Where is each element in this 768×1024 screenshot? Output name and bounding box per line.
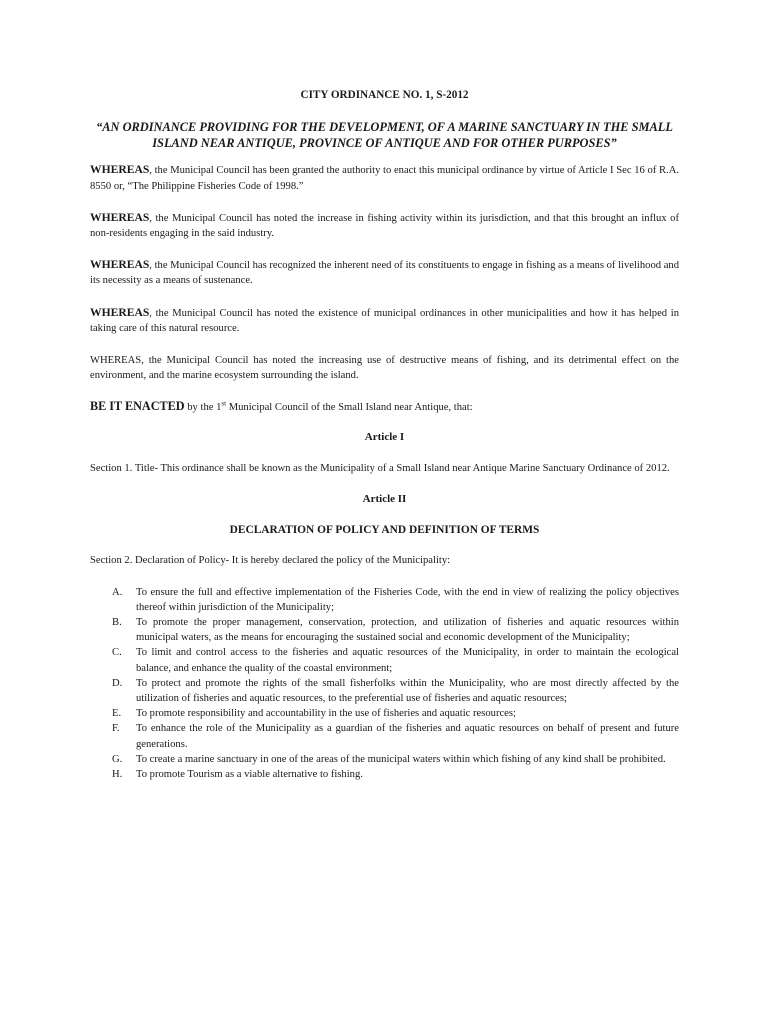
whereas-lead: WHEREAS [90,163,150,177]
list-item [112,721,679,751]
list-item-text: To limit and control access to the fisheries and aquatic resources of the Municipality, in order to maintain the ecological balance, and enhance the quality of the coastal environment; [136,647,679,674]
list-item [112,706,679,721]
list-item-text: To promote the proper management, conservation, protection, and utilization of fisheries and aquatic resources within municipal waters, as the means for encouraging the sustained social and economic development of the Municipality; [136,617,679,644]
list-item [112,585,679,615]
ordinance-title: CITY ORDINANCE NO. 1, S-2012 [300,89,469,101]
list-marker: C. [112,647,122,659]
whereas-clause-3 [90,257,679,288]
whereas-lead: WHEREAS [90,258,150,272]
whereas-clause-1 [90,162,679,193]
list-item-text: To enhance the role of the Municipality as a guardian of the fisheries and aquatic resources on behalf of present and future generations. [136,723,679,750]
list-item [112,645,679,675]
whereas-lead: WHEREAS [90,305,150,319]
policy-definitions-heading: DECLARATION OF POLICY AND DEFINITION OF TERMS [229,524,540,537]
list-marker: F. [112,723,120,735]
list-marker: D. [112,677,123,689]
list-item-text: To promote responsibility and accountability in the use of fisheries and aquatic resources; [136,708,516,720]
whereas-lead: WHEREAS [90,210,150,224]
ordinance-subtitle: “AN ORDINANCE PROVIDING FOR THE DEVELOPMENT, OF A MARINE SANCTUARY IN THE SMALL ISLAND NEAR ANTIQUE, PROVINCE OF ANTIQUE AND FOR OTHER PURPOSES” [96,120,673,150]
whereas-text: , the Municipal Council has noted the increase in fishing activity within its jurisdiction, and that this brought an influx of non-residents engaging in the said industry. [90,212,679,239]
list-marker: B. [112,617,122,629]
list-item-text: To create a marine sanctuary in one of the areas of the municipal waters within which fishing of any kind shall be prohibited. [136,753,666,765]
list-marker: E. [112,708,122,720]
enacting-text-before: by the 1 [184,402,222,414]
whereas-clause-4 [90,305,679,336]
policy-list [90,585,679,783]
enacting-clause [90,399,679,415]
list-item [112,752,679,767]
enacting-text-after: Municipal Council of the Small Island near Antique, that: [226,402,473,414]
whereas-text: , the Municipal Council has noted the existence of municipal ordinances in other municipalities and how it has helped in taking care of this natural resource. [90,307,679,334]
list-marker: H. [112,769,123,781]
list-marker: G. [112,753,123,765]
article-1-heading: Article I [364,430,405,443]
whereas-clause-5 [90,352,679,383]
whereas-text: , the Municipal Council has been granted the authority to enact this municipal ordinance by virtue of Article I Sec 16 of R.A. 8550 or, “The Philippine Fisheries Code of 1998.” [90,165,679,192]
whereas-clause-2 [90,210,679,241]
whereas-text: WHEREAS, the Municipal Council has noted the increasing use of destructive means of fishing, and its detrimental effect on the environment, and the marine ecosystem surrounding the island. [90,355,679,382]
section-2-declaration: Section 2. Declaration of Policy- It is hereby declared the policy of the Municipality: [90,555,451,567]
list-marker: A. [112,586,123,598]
ordinal-superscript: st [221,399,227,408]
whereas-text: , the Municipal Council has recognized the inherent need of its constituents to engage in fishing as a means of livelihood and its necessity as a means of sustenance. [90,260,679,287]
section-1-title: Section 1. Title- This ordinance shall be known as the Municipality of a Small Island near Antique Marine Sanctuary Ordinance of 2012. [90,462,670,474]
list-item [112,767,679,782]
list-item-text: To protect and promote the rights of the small fisherfolks within the Municipality, who are most directly affected by the utilization of fisheries and aquatic resources, to the preferential use of fisheries and aquatic resources; [136,677,679,705]
list-item-text: To promote Tourism as a viable alternative to fishing. [136,769,363,781]
list-item-text: To ensure the full and effective implementation of the Fisheries Code, with the end in view of realizing the policy objectives thereof within jurisdiction of the Municipality; [136,586,679,613]
list-item [112,615,679,645]
list-item [112,676,679,706]
article-2-heading: Article II [362,493,407,506]
enacting-lead: BE IT ENACTED [90,399,185,414]
